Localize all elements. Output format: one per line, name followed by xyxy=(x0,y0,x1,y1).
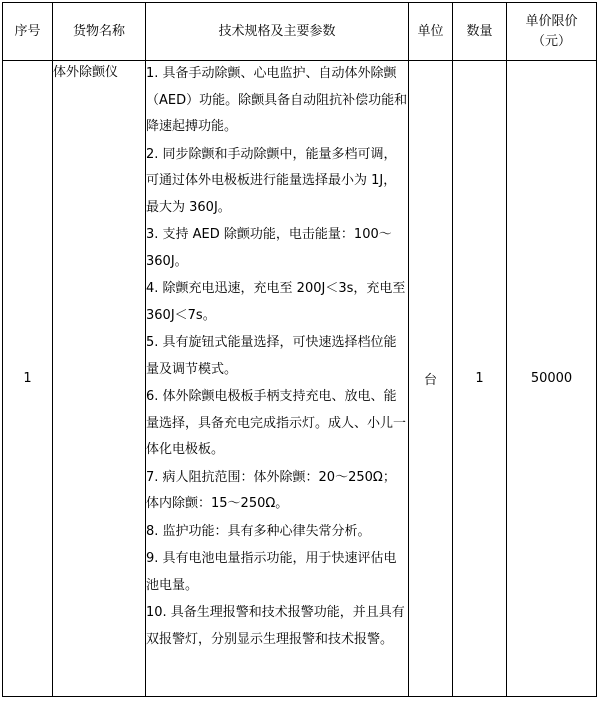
spec-item: 9. 具有电池电量指示功能，用于快速评估电池电量。 xyxy=(146,551,397,593)
cell-qty: 1 xyxy=(453,61,507,697)
cell-unit: 台 xyxy=(409,61,453,697)
cell-specs xyxy=(146,61,409,697)
header-name: 货物名称 xyxy=(53,3,146,61)
header-price xyxy=(507,3,597,61)
table-row xyxy=(3,61,597,697)
spec-item: 1. 具备手动除颤、心电监护、自动体外除颤（AED）功能。除颤具备自动阻抗补偿功能和降速起搏功能。 xyxy=(146,66,408,134)
header-seq: 序号 xyxy=(3,3,53,61)
cell-name: 体外除颤仪 xyxy=(53,61,146,697)
spec-item: 3. 支持 AED 除颤功能，电击能量：100～360J。 xyxy=(146,227,392,269)
cell-price: 50000 xyxy=(507,61,597,697)
spec-item: 7. 病人阻抗范围：体外除颤：20～250Ω；体内除颤：15～250Ω。 xyxy=(146,469,396,511)
spec-item: 5. 具有旋钮式能量选择，可快速选择档位能量及调节模式。 xyxy=(146,335,397,377)
header-price-line1: 单价限价 xyxy=(525,13,578,29)
spec-item: 8. 监护功能：具有多种心律失常分析。 xyxy=(146,523,371,539)
procurement-spec-table xyxy=(2,2,597,697)
spec-item: 4. 除颤充电迅速，充电至 200J＜3s，充电至 360J＜7s。 xyxy=(146,281,406,323)
header-qty: 数量 xyxy=(453,3,507,61)
spec-item: 10. 具备生理报警和技术报警功能，并且具有双报警灯，分别显示生理报警和技术报警。 xyxy=(146,605,405,647)
spec-item: 2. 同步除颤和手动除颤中，能量多档可调，可通过体外电极板进行能量选择最小为 1J，最大为 360J。 xyxy=(146,146,397,215)
header-unit: 单位 xyxy=(409,3,453,61)
spec-item: 6. 体外除颤电极板手柄支持充电、放电、能量选择，具备充电完成指示灯。成人、小儿一体化电极板。 xyxy=(146,389,407,457)
header-spec: 技术规格及主要参数 xyxy=(146,3,409,61)
header-row xyxy=(3,3,597,61)
header-price-line2: （元） xyxy=(531,33,571,49)
cell-seq: 1 xyxy=(3,61,53,697)
